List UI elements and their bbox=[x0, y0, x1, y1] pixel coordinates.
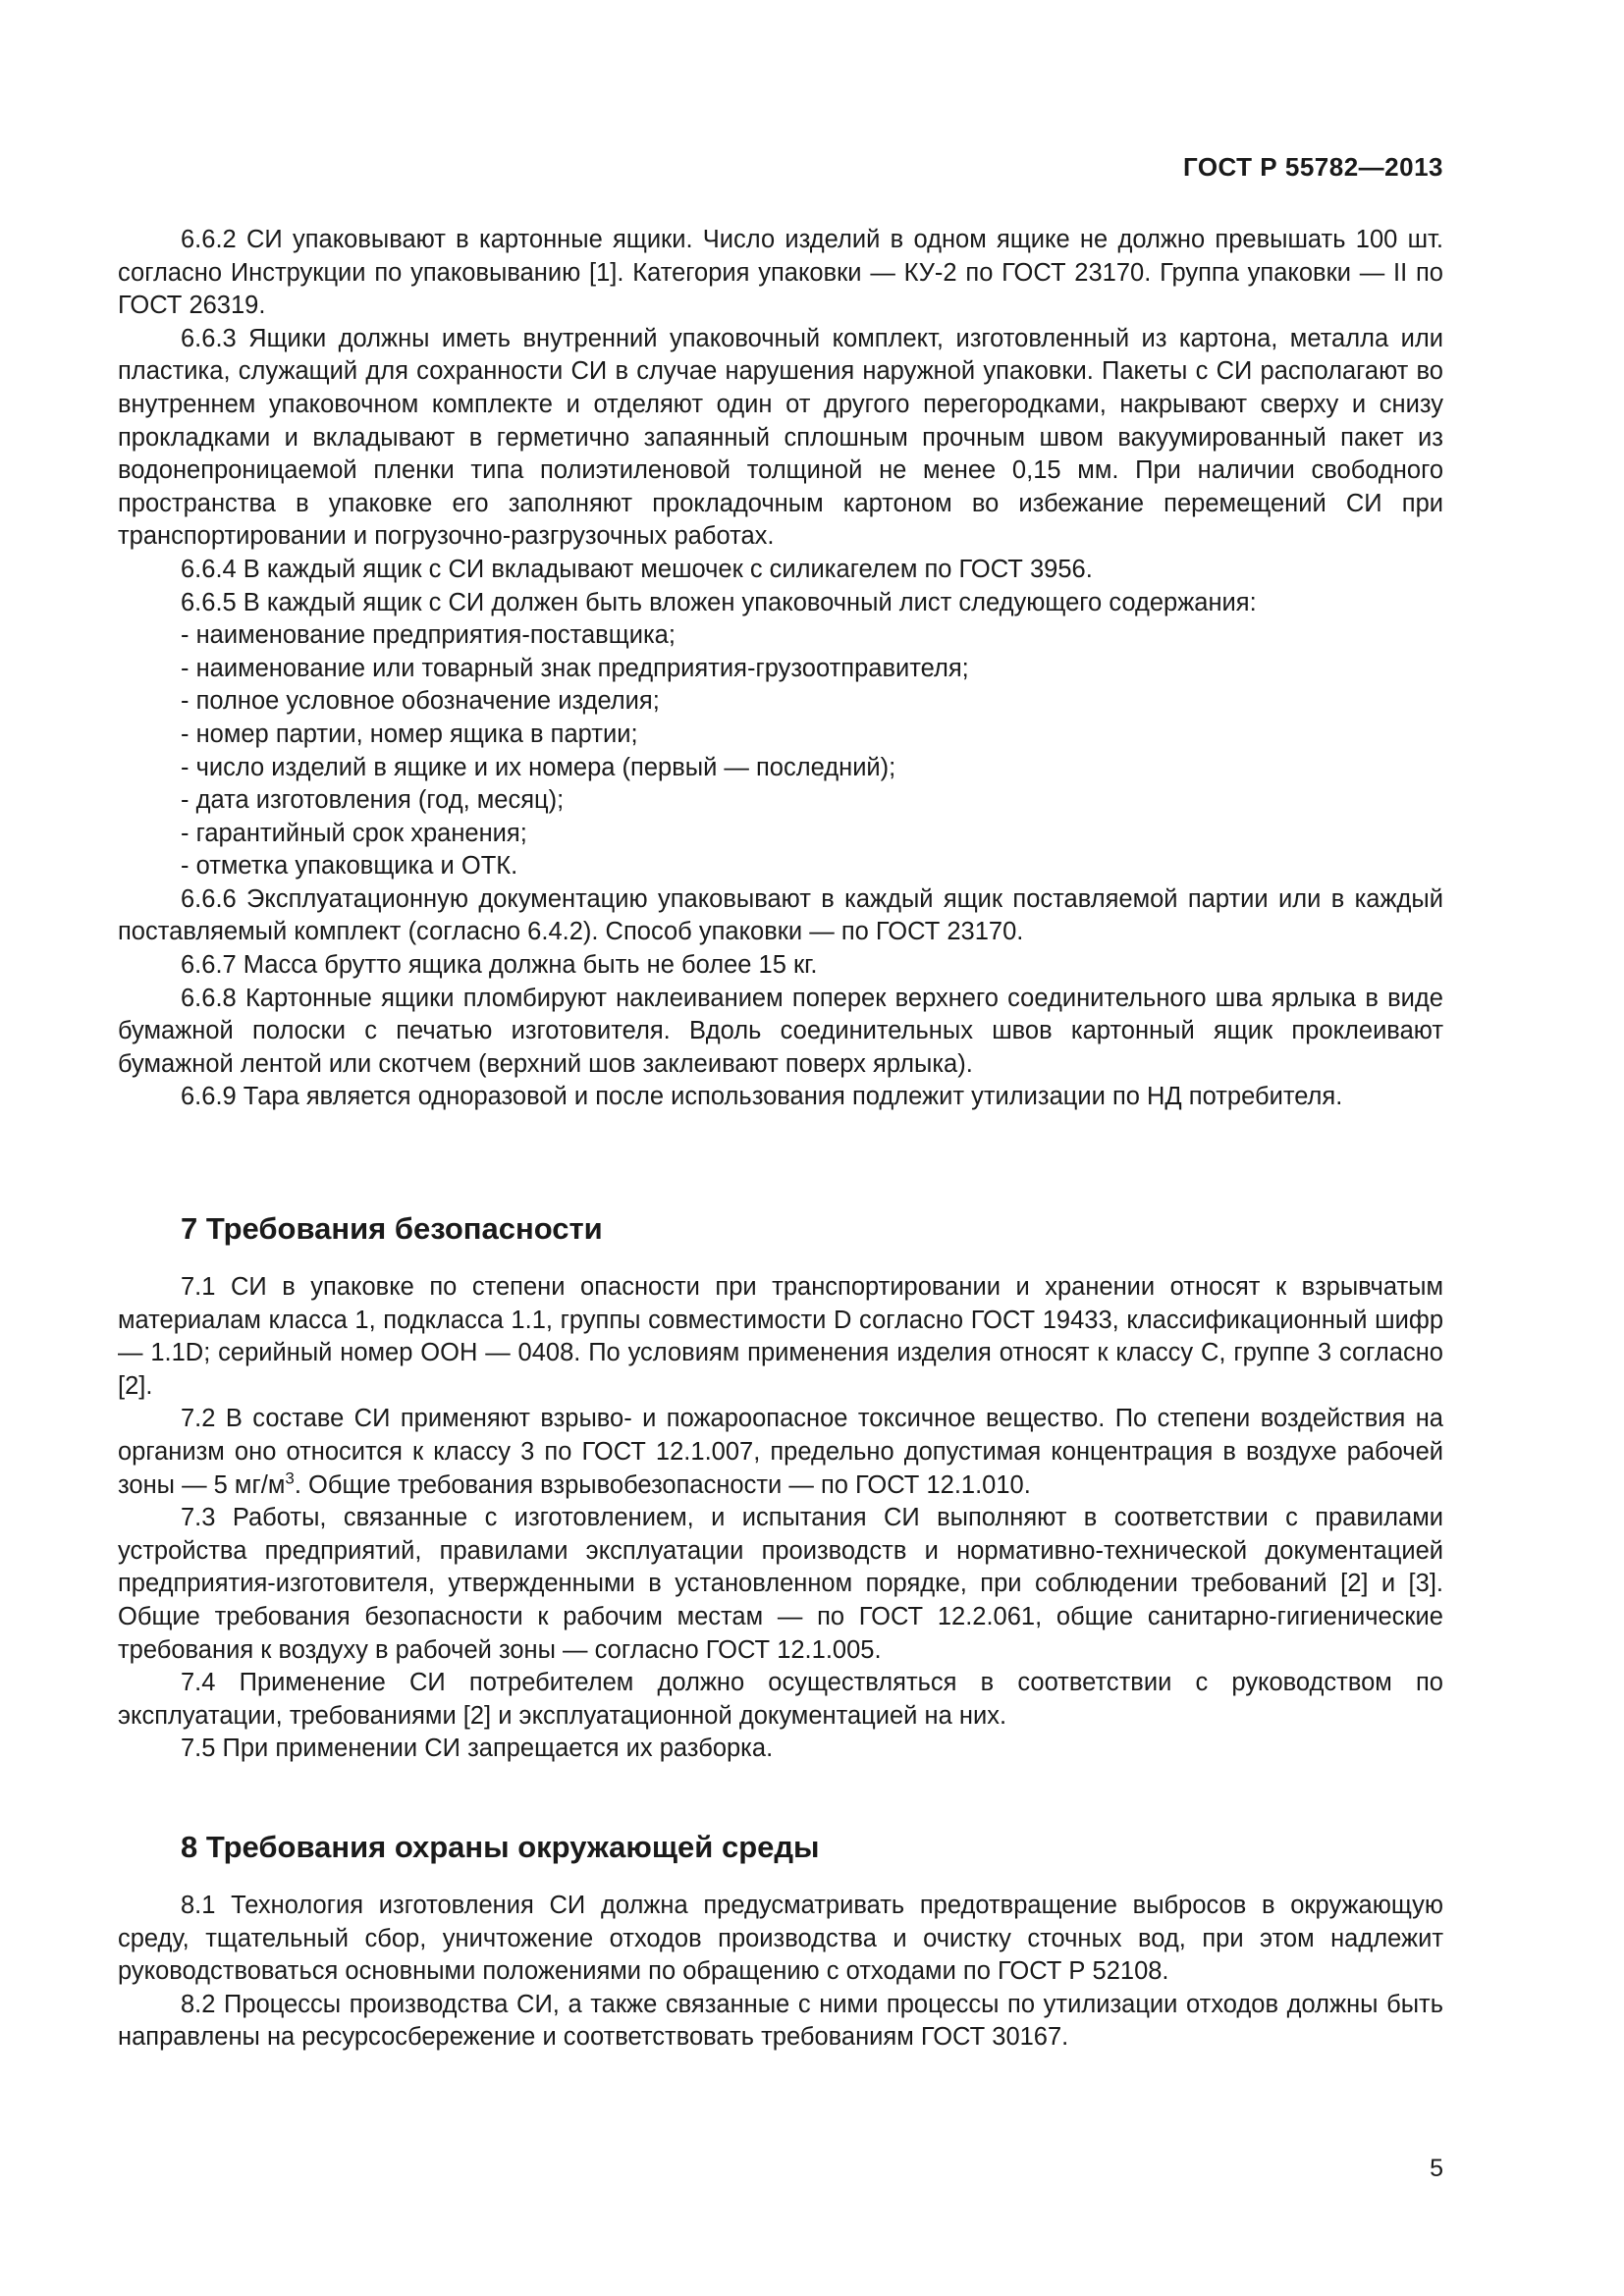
list-item: - гарантийный срок хранения; bbox=[181, 819, 527, 847]
standard-header: ГОСТ Р 55782—2013 bbox=[1182, 152, 1443, 182]
section-8-title: 8 Требования охраны окружающей среды bbox=[181, 1830, 820, 1864]
paragraph-7-2-text-b: . Общие требования взрывобезопасности — по ГОСТ 12.1.010. bbox=[294, 1470, 1031, 1499]
list-item: - наименование или товарный знак предприятия-грузоотправителя; bbox=[181, 654, 969, 682]
list-item: - номер партии, номер ящика в партии; bbox=[181, 720, 638, 748]
paragraph-6-6-7: 6.6.7 Масса брутто ящика должна быть не более 15 кг. bbox=[181, 951, 818, 980]
document-page bbox=[118, 0, 1443, 2296]
list-item: - отметка упаковщика и ОТК. bbox=[181, 852, 518, 881]
section-7-body bbox=[118, 1271, 1443, 1766]
section-6-block bbox=[118, 224, 1443, 1114]
paragraph-7-1: 7.1 СИ в упаковке по степени опасности при транспортировании и хранении относят к взрывчатым материалам класса 1, подкласса 1.1, группы совместимости D согласно ГОСТ 19433, классификационный шифр — 1.1D; серийный номер ООН — 0408. По условиям применения изделия относят к классу С, группе 3 согласно [2]. bbox=[118, 1273, 1443, 1400]
paragraph-7-2 bbox=[118, 1403, 1443, 1502]
paragraph-7-3: 7.3 Работы, связанные с изготовлением, и испытания СИ выполняют в соответствии с правилами устройства предприятий, правилами эксплуатации производств и нормативно-технической документацией предприятия-изготовителя, утвержденными в установленном порядке, при соблюдении требований [2] и [3]. Общие требования безопасности к рабочим местам — по ГОСТ 12.2.061, общие санитарно-гигиенические требования к воздуху в рабочей зоны — согласно ГОСТ 12.1.005. bbox=[118, 1504, 1443, 1664]
paragraph-7-4: 7.4 Применение СИ потребителем должно осуществляться в соответствии с руководством по эксплуатации, требованиями [2] и эксплуатационной документацией на них. bbox=[118, 1669, 1443, 1730]
paragraph-6-6-6: 6.6.6 Эксплуатационную документацию упаковывают в каждый ящик поставляемой партии или в каждый поставляемый комплект (согласно 6.4.2). Способ упаковки — по ГОСТ 23170. bbox=[118, 884, 1443, 946]
paragraph-7-5: 7.5 При применении СИ запрещается их разборка. bbox=[181, 1735, 774, 1763]
section-8-block bbox=[118, 1828, 1443, 1867]
paragraph-6-6-5: 6.6.5 В каждый ящик с СИ должен быть вложен упаковочный лист следующего содержания: bbox=[181, 588, 1257, 616]
paragraph-8-1: 8.1 Технология изготовления СИ должна предусматривать предотвращение выбросов в окружающую среду, тщательный сбор, уничтожение отходов производства и очистку сточных вод, при этом надлежит руководствоваться основными положениями по обращению с отходами по ГОСТ Р 52108. bbox=[118, 1892, 1443, 1986]
list-item: - число изделий в ящике и их номера (первый — последний); bbox=[181, 753, 896, 781]
superscript-3: 3 bbox=[285, 1468, 295, 1488]
page-number: 5 bbox=[1430, 2155, 1443, 2182]
list-item: - полное условное обозначение изделия; bbox=[181, 687, 660, 716]
paragraph-6-6-8: 6.6.8 Картонные ящики пломбируют наклеиванием поперек верхнего соединительного шва ярлыка в виде бумажной полоски с печатью изготовителя. Вдоль соединительных швов картонный ящик проклеивают бумажной лентой или скотчем (верхний шов заклеивают поверх ярлыка). bbox=[118, 984, 1443, 1078]
paragraph-6-6-9: 6.6.9 Тара является одноразовой и после использования подлежит утилизации по НД потребителя. bbox=[181, 1083, 1343, 1111]
section-8-body bbox=[118, 1890, 1443, 2055]
section-7-block bbox=[118, 1209, 1443, 1249]
section-7-title: 7 Требования безопасности bbox=[181, 1211, 603, 1246]
list-item: - наименование предприятия-поставщика; bbox=[181, 621, 676, 650]
list-item: - дата изготовления (год, месяц); bbox=[181, 786, 565, 815]
paragraph-8-2: 8.2 Процессы производства СИ, а также связанные с ними процессы по утилизации отходов должны быть направлены на ресурсосбережение и соответствовать требованиям ГОСТ 30167. bbox=[118, 1990, 1443, 2052]
paragraph-6-6-4: 6.6.4 В каждый ящик с СИ вкладывают мешочек с силикагелем по ГОСТ 3956. bbox=[181, 555, 1093, 583]
paragraph-6-6-3: 6.6.3 Ящики должны иметь внутренний упаковочный комплект, изготовленный из картона, металла или пластика, служащий для сохранности СИ в случае нарушения наружной упаковки. Пакеты с СИ располагают во внутреннем упаковочном комплекте и отделяют один от другого перегородками, накрывают сверху и снизу прокладками и вкладывают в герметично запаянный сплошным прочным швом вакуумированный пакет из водонепроницаемой пленки типа полиэтиленовой толщиной не менее 0,15 мм. При наличии свободного пространства в упаковке его заполняют прокладочным картоном во избежание перемещений СИ при транспортировании и погрузочно-разгрузочных работах. bbox=[118, 324, 1443, 551]
paragraph-6-6-2: 6.6.2 СИ упаковывают в картонные ящики. Число изделий в одном ящике не должно превышать 100 шт. согласно Инструкции по упаковыванию [1]. Категория упаковки — КУ-2 по ГОСТ 23170. Группа упаковки — II по ГОСТ 26319. bbox=[118, 226, 1443, 320]
paragraph-7-2-text-a: 7.2 В составе СИ применяют взрыво- и пожароопасное токсичное вещество. По степени воздействия на организм оно относится к классу 3 по ГОСТ 12.1.007, предельно допустимая концентрация в воздухе рабочей зоны — 5 мг/м bbox=[118, 1405, 1443, 1499]
